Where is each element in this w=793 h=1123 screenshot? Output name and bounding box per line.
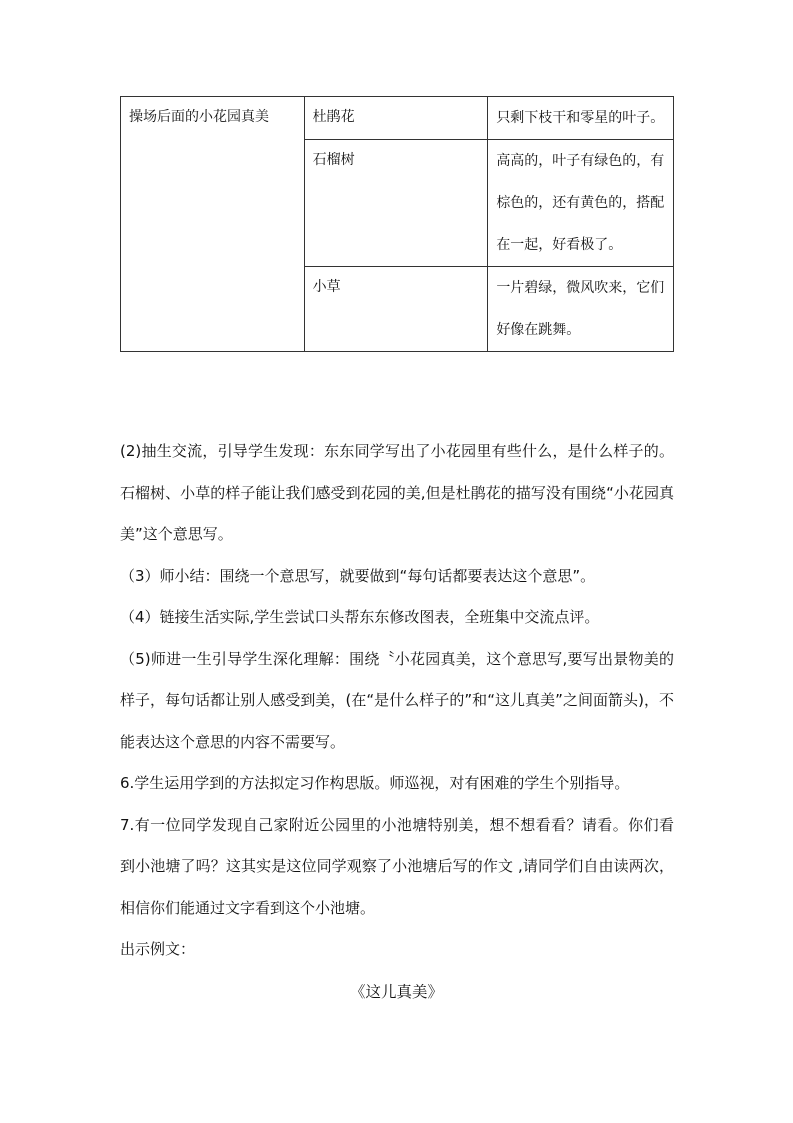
paragraph-summary: （3）师小结：围绕一个意思写，就要做到“每句话都要表达这个意思”。 — [120, 566, 596, 585]
paragraph-deepen: （5)师进一生引导学生深化理解：围绕〝小花园真美，这个意思写,要写出景物美的样子，每句话都让别人感受到美，(在“是什么样子的”和“这儿真美”之间面箭头)，不能表达这个意思的内容不需要写。 — [120, 649, 674, 751]
observation-table — [120, 96, 674, 352]
plant-cell: 石榴树 — [304, 140, 488, 267]
description-cell: 一片碧绿，微风吹来，它们好像在跳舞。 — [488, 267, 674, 352]
paragraph-discussion: (2)抽生交流，引导学生发现：东东同学写出了小花园里有些什么，是什么样子的。石榴树、小草的样子能让我们感受到花园的美,但是杜鹃花的描写没有围绕“小花园真美”这个意思写。 — [120, 442, 674, 543]
description-cell: 高高的，叶子有绿色的，有棕色的，还有黄色的，搭配在一起，好看极了。 — [488, 140, 674, 267]
paragraph-show-example: 出示例文： — [120, 940, 196, 958]
paragraph-practice: （4）链接生活实际,学生尝试口头帮东东修改图表，全班集中交流点评。 — [120, 608, 600, 626]
plant-cell: 杜鹃花 — [304, 97, 488, 140]
paragraph-step-7: 7.有一位同学发现自己家附近公园里的小池塘特别美，想不想看看？请看。你们看到小池塘了吗？这其实是这位同学观察了小池塘后写的作文 ,请同学们自由读两次，相信你们能通过文字看到这个小池塘。 — [120, 815, 674, 917]
description-cell: 只剩下枝干和零星的叶子。 — [488, 97, 674, 140]
lesson-body — [120, 431, 674, 971]
table-row — [121, 97, 674, 140]
plant-cell: 小草 — [304, 267, 488, 352]
topic-cell: 操场后面的小花园真美 — [121, 97, 305, 352]
paragraph-step-6: 6.学生运用学到的方法拟定习作构思版。师巡视，对有困难的学生个别指导。 — [120, 774, 630, 792]
essay-title: 《这儿真美》 — [349, 983, 443, 1001]
